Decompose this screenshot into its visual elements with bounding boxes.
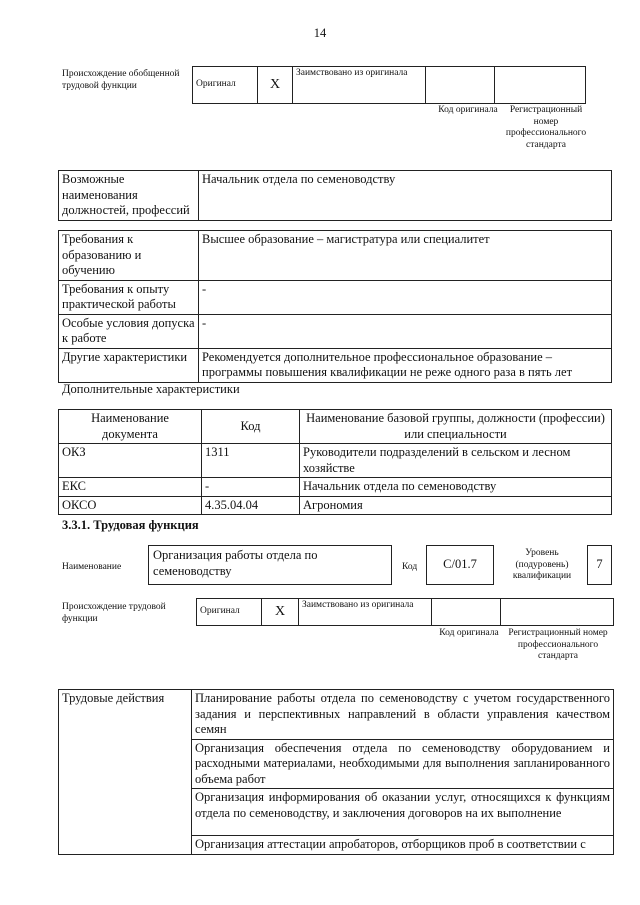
req-value: -: [199, 280, 612, 314]
code-label: Код: [402, 562, 418, 572]
original-code-cell: [426, 67, 495, 104]
reg-caption: Регистрационный номер профессионального стандарта: [505, 105, 587, 150]
level-value: 7: [587, 545, 612, 585]
req-value: Высшее образование – магистратура или специалитет: [199, 231, 612, 281]
req-label: Другие характеристики: [59, 348, 199, 382]
original-mark: X: [258, 67, 293, 104]
action-item: Планирование работы отдела по семеноводству с учетом государственного задания и перспективных направлений в области управления качеством семян: [192, 690, 614, 740]
positions-value: Начальник отдела по семеноводству: [199, 171, 612, 221]
origin-label: Происхождение трудовой функции: [62, 602, 166, 624]
function-code: C/01.7: [426, 545, 494, 585]
extra-cell: Агрономия: [300, 496, 612, 515]
origin-table: [196, 598, 614, 626]
original-cell: Оригинал: [193, 67, 258, 104]
original-mark: X: [262, 599, 299, 626]
extra-cell: ОКЗ: [59, 444, 202, 478]
extra-cell: Руководители подразделений в сельском и лесном хозяйстве: [300, 444, 612, 478]
extra-cell: 4.35.04.04: [202, 496, 300, 515]
reg-number-cell: [501, 599, 614, 626]
section-title: 3.3.1. Трудовая функция: [62, 518, 199, 532]
actions-table: [58, 689, 614, 855]
requirements-table: [58, 230, 612, 383]
borrowed-cell: Заимствовано из оригинала: [293, 67, 426, 104]
original-code-cell: [432, 599, 501, 626]
extra-cell: ЕКС: [59, 478, 202, 497]
action-item: Организация обеспечения отдела по семеноводству оборудованием и расходными материалами, необходимыми для выполнения запланированного объема работ: [192, 739, 614, 789]
extra-cell: -: [202, 478, 300, 497]
extra-table: [58, 409, 612, 515]
extra-cell: ОКСО: [59, 496, 202, 515]
code-caption: Код оригинала: [439, 628, 499, 638]
extra-cell: Начальник отдела по семеноводству: [300, 478, 612, 497]
actions-label: Трудовые действия: [59, 690, 192, 855]
req-label: Требования к образованию и обучению: [59, 231, 199, 281]
page-number: 14: [313, 26, 327, 40]
req-value: -: [199, 314, 612, 348]
original-cell: Оригинал: [197, 599, 262, 626]
level-label: Уровень (подуровень) квалификации: [512, 548, 572, 581]
action-item: Организация аттестации апробаторов, отборщиков проб в соответствии с: [192, 836, 614, 855]
reg-caption: Регистрационный номер профессионального стандарта: [508, 628, 608, 661]
origin-label: Происхождение обобщенной трудовой функции: [62, 69, 180, 91]
extra-cell: 1311: [202, 444, 300, 478]
extra-header: Наименование документа: [59, 410, 202, 444]
extra-title: Дополнительные характеристики: [62, 382, 240, 396]
code-caption: Код оригинала: [438, 105, 498, 115]
function-name: Организация работы отдела по семеноводству: [148, 545, 392, 585]
extra-header: Код: [202, 410, 300, 444]
reg-number-cell: [495, 67, 586, 104]
req-label: Особые условия допуска к работе: [59, 314, 199, 348]
req-label: Требования к опыту практической работы: [59, 280, 199, 314]
extra-header: Наименование базовой группы, должности (профессии) или специальности: [300, 410, 612, 444]
action-item: Организация информирования об оказании услуг, относящихся к функциям отдела по семеноводству, и заключения договоров на их выполнение: [192, 789, 614, 836]
positions-table: [58, 170, 612, 221]
name-label: Наименование: [62, 562, 122, 572]
borrowed-cell: Заимствовано из оригинала: [299, 599, 432, 626]
origin-table: [192, 66, 586, 104]
positions-label: Возможные наименования должностей, профессий: [59, 171, 199, 221]
req-value: Рекомендуется дополнительное профессиональное образование – программы повышения квалификации не реже одного раза в пять лет: [199, 348, 612, 382]
